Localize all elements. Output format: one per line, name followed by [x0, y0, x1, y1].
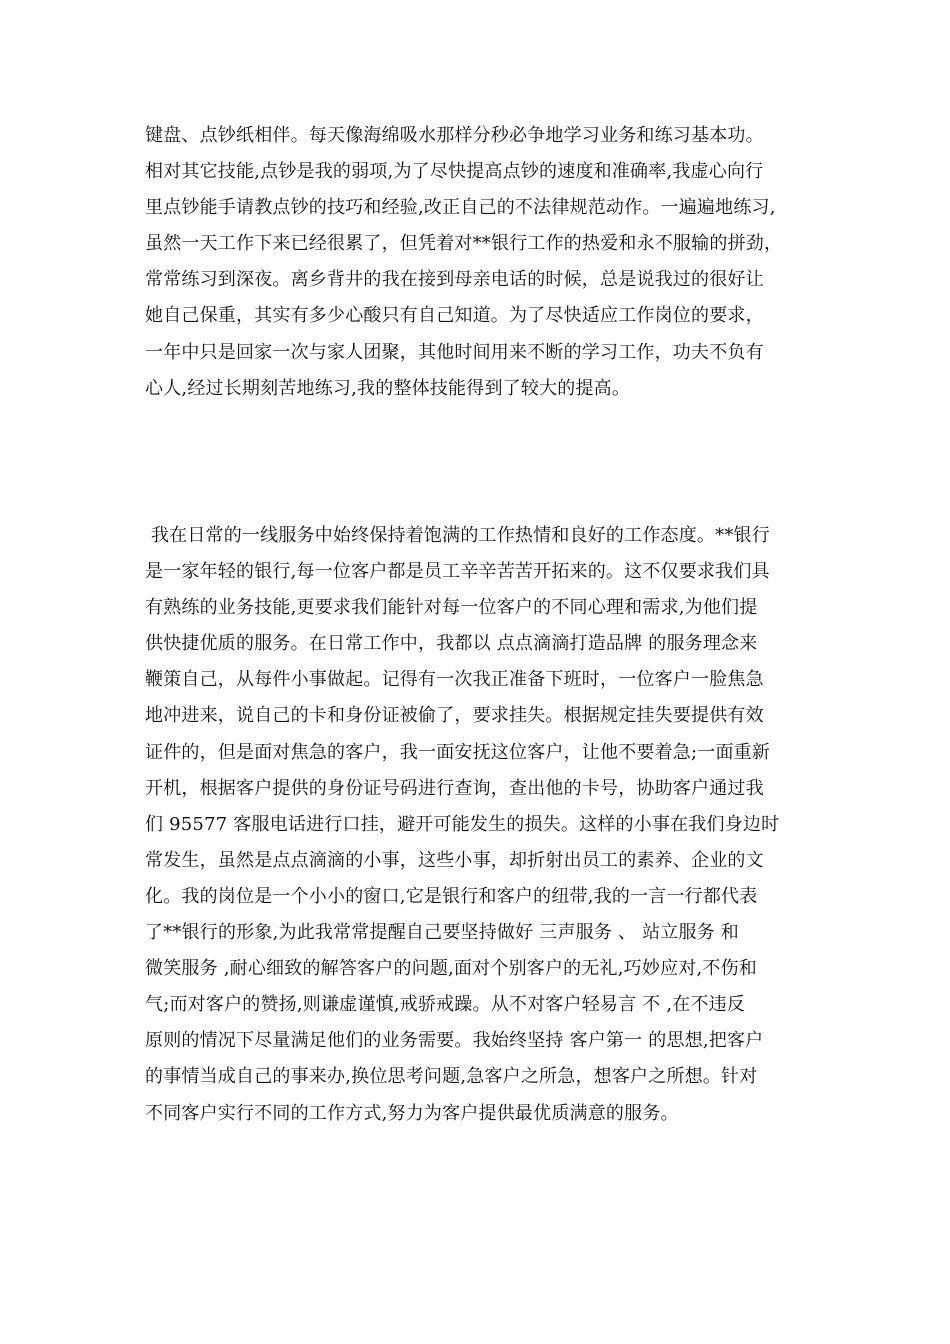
text-line: 们 95577 客服电话进行口挂，避开可能发生的损失。这样的小事在我们身边时 — [145, 813, 780, 835]
text-line: 原则的情况下尽量满足他们的业务需要。我始终坚持 客户第一 的思想,把客户 — [145, 1030, 764, 1052]
text-line: 地冲进来，说自己的卡和身份证被偷了，要求挂失。根据规定挂失要提供有效 — [145, 705, 764, 727]
text-line: 一年中只是回家一次与家人团聚，其他时间用来不断的学习工作，功夫不负有 — [145, 341, 764, 363]
text-line: 证件的，但是面对焦急的客户，我一面安抚这位客户，让他不要着急;一面重新 — [145, 741, 771, 763]
text-line: 是一家年轻的银行,每一位客户都是员工辛辛苦苦开拓来的。这不仅要求我们具 — [145, 561, 770, 583]
text-line: 心人,经过长期刻苦地练习,我的整体技能得到了较大的提高。 — [145, 377, 631, 399]
text-line: 虽然一天工作下来已经很累了，但凭着对**银行工作的热爱和永不服输的拼劲， — [145, 233, 783, 255]
text-line: 有熟练的业务技能,更要求我们能针对每一位客户的不同心理和需求,为他们提 — [145, 597, 758, 619]
paragraph-1 — [145, 118, 825, 407]
text-line: 常发生，虽然是点点滴滴的小事，这些小事，却折射出员工的素养、企业的文 — [145, 849, 764, 871]
text-line: 里点钞能手请教点钞的技巧和经验,改正自己的不法律规范动作。一遍遍地练习, — [145, 197, 776, 219]
text-line: 化。我的岗位是一个小小的窗口,它是银行和客户的纽带,我的一言一行都代表 — [145, 885, 758, 907]
text-line: 微笑服务 ,耐心细致的解答客户的问题,面对个别客户的无礼,巧妙应对,不伤和 — [145, 958, 758, 980]
text-line: 常常练习到深夜。离乡背井的我在接到母亲电话的时候，总是说我过的很好让 — [145, 269, 764, 291]
text-line: 键盘、点钞纸相伴。每天像海绵吸水那样分秒必争地学习业务和练习基本功。 — [145, 125, 764, 146]
text-line: 我在日常的一线服务中始终保持着饱满的工作热情和良好的工作态度。**银行 — [145, 525, 770, 546]
text-line: 开机，根据客户提供的身份证号码进行查询，查出他的卡号，协助客户通过我 — [145, 777, 764, 799]
text-line: 鞭策自己，从每件小事做起。记得有一次我正准备下班时，一位客户一脸焦急 — [145, 669, 764, 691]
paragraph-2 — [145, 518, 825, 1132]
text-line: 不同客户实行不同的工作方式,努力为客户提供最优质满意的服务。 — [145, 1102, 679, 1124]
text-line: 了**银行的形象,为此我常常提醒自己要坚持做好 三声服务 、 站立服务 和 — [145, 922, 740, 944]
text-line: 她自己保重，其实有多少心酸只有自己知道。为了尽快适应工作岗位的要求， — [145, 305, 764, 327]
text-line: 气;而对客户的赞扬,则谦虚谨慎,戒骄戒躁。从不对客户轻易言 不 ,在不违反 — [145, 994, 746, 1016]
text-line: 的事情当成自己的事来办,换位思考问题,急客户之所急，想客户之所想。针对 — [145, 1066, 758, 1088]
text-line: 供快捷优质的服务。在日常工作中，我都以 点点滴滴打造品牌 的服务理念来 — [145, 633, 758, 655]
text-line: 相对其它技能,点钞是我的弱项,为了尽快提高点钞的速度和准确率,我虚心向行 — [145, 161, 764, 183]
